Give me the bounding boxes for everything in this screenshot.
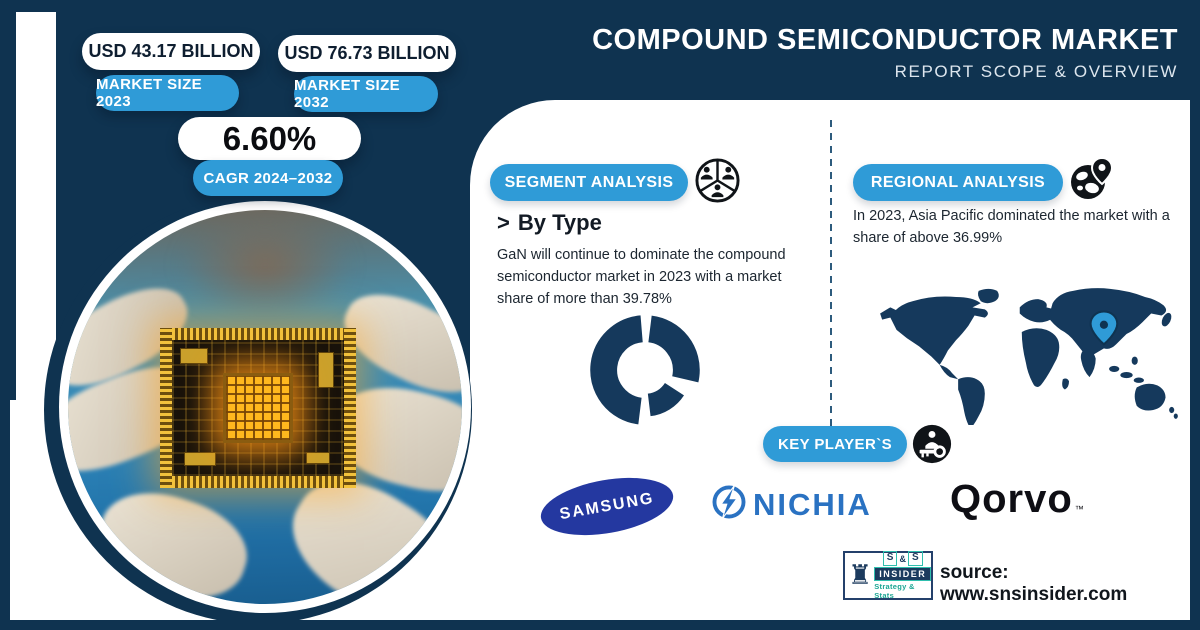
nichia-wordmark: NICHIA [753,486,872,522]
heading-arrow: > [497,210,510,235]
cagr-label-pill: CAGR 2024–2032 [193,160,343,196]
chip-photo [68,210,462,604]
page-subtitle: REPORT SCOPE & OVERVIEW [894,62,1178,81]
person-key-icon [911,423,953,470]
nichia-bolt-icon [710,483,748,526]
sns-insider-logo [843,551,933,600]
section-divider [830,120,832,428]
world-map [876,280,1184,430]
market-size-2023-value-pill: USD 43.17 BILLION [82,33,260,70]
samsung-wordmark: SAMSUNG [558,489,656,523]
sns-insider-name: INSIDER [874,567,931,581]
market-size-2032-label-pill: MARKET SIZE 2032 [294,76,438,112]
chip-component [318,352,334,388]
qorvo-logo [950,477,1084,522]
donut-chart-icon [583,308,707,437]
finger-bottom-left [87,477,259,604]
globe-pin-icon [1067,155,1115,208]
page-title: COMPOUND SEMICONDUCTOR MARKET [592,24,1178,56]
chip-component [184,452,216,466]
source-link[interactable]: source: www.snsinsider.com [940,562,1128,605]
segment-body-text: GaN will continue to dominate the compound semiconductor market in 2023 with a market share of more than 39.78% [497,247,786,307]
key-players-badge: KEY PLAYER`S [763,426,907,462]
semiconductor-chip [160,328,356,488]
qorvo-trademark: ™ [1074,504,1084,514]
sns-tagline: Strategy & Stats [874,581,915,600]
chip-component [180,348,208,364]
regional-analysis-badge: REGIONAL ANALYSIS [853,164,1063,201]
nichia-logo [710,483,872,526]
qorvo-wordmark: Qorvo [950,477,1073,521]
segment-analysis-badge: SEGMENT ANALYSIS [490,164,688,201]
market-size-2023-label-pill: MARKET SIZE 2023 [96,75,239,111]
chip-glowing-core [223,373,293,443]
segment-heading [497,210,602,236]
photo-blurred-head [178,210,351,320]
left-accent-stripe [16,12,56,572]
chip-component [306,452,330,464]
sns-s2: S [908,551,923,566]
rook-icon: ♜ [848,560,873,590]
people-pie-icon [694,157,741,209]
chip-board [172,340,344,476]
heading-text: By Type [517,210,602,235]
chip-pins-left [160,328,172,488]
sns-s1: S [883,551,898,566]
chip-pins-right [344,328,356,488]
regional-body-text: In 2023, Asia Pacific dominated the market with a share of above 36.99% [853,208,1170,246]
market-size-2032-value-pill: USD 76.73 BILLION [278,35,456,72]
sns-logo-text [874,551,931,600]
sns-logo-top-row [883,551,923,566]
sns-amp: & [899,553,906,564]
cagr-value-pill: 6.60% [178,117,361,160]
